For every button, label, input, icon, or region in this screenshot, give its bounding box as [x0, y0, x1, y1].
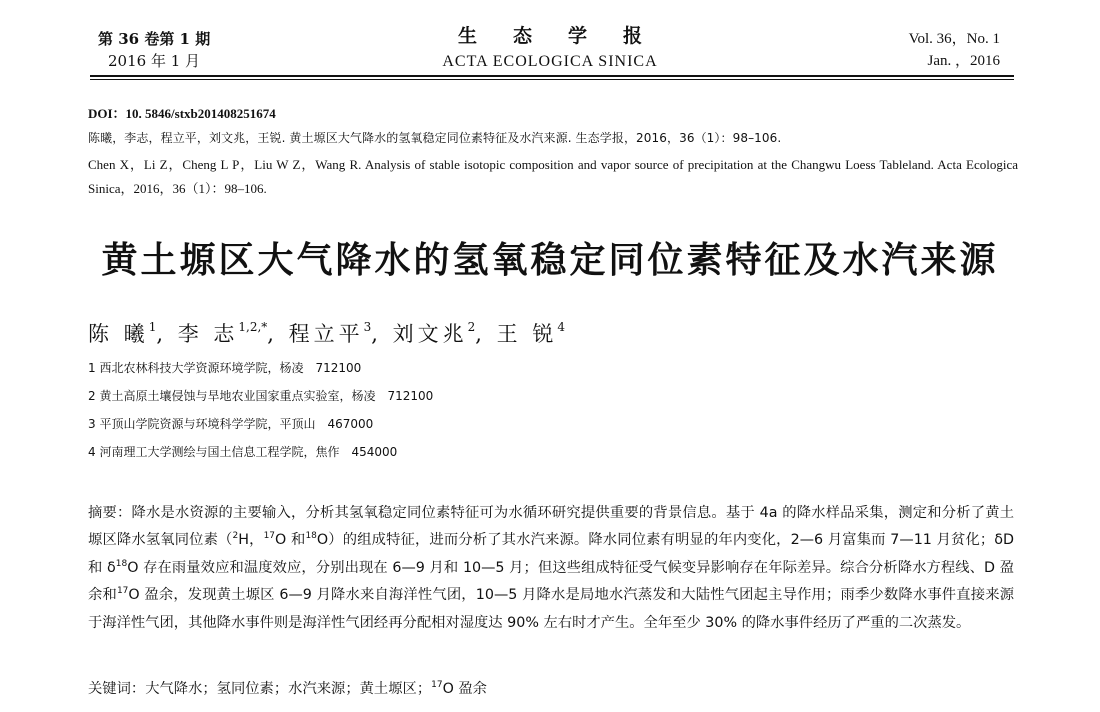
- citation-en: Chen X，Li Z，Cheng L P，Liu W Z，Wang R. Analysis of stable isotopic composition and vapor source of precipitation at the Changwu Loess Tableland. Acta Ecologica Sinica，2016，36（1）：98–106.: [88, 157, 1018, 196]
- abstract-text: O 和: [275, 532, 306, 549]
- citation-cn: 陈曦，李志，程立平，刘文兆，王锐. 黄土塬区大气降水的氢氧稳定同位素特征及水汽来源. 生态学报，2016，36（1）：98–106.: [88, 131, 782, 145]
- paper-title: 黄土塬区大气降水的氢氧稳定同位素特征及水汽来源: [101, 240, 999, 281]
- isotope-mass: 18: [115, 558, 128, 569]
- author-name: 程立平: [288, 322, 364, 346]
- affiliation: 2 黄土高原土壤侵蚀与旱地农业国家重点实验室，杨凌 712100: [88, 389, 434, 403]
- abstract-text: 降水是水资源的主要输入，分析其氢氧稳定同位素特征可为水循环研究提供重要的背景信息。基于 4a 的降水样品采集，测定和分析了黄土塬区降水氢氧同位素（: [88, 505, 1014, 549]
- isotope-mass: 17: [116, 586, 129, 597]
- doi[interactable]: DOI：10. 5846/stxb201408251674: [88, 106, 276, 121]
- author-affil-mark: 1,2,*: [238, 320, 268, 334]
- author-list: 陈 曦$^1$, 李 志$^{1,2,*}$, 程立平$^3$, 刘文兆$^2$, 王 锐$^4$: [88, 320, 565, 346]
- author-name: 李 志: [177, 322, 239, 346]
- abstract-text: O 盈余，发现黄土塬区 6—9 月降水来自海洋性气团，10—5 月降水是局地水汽蒸发和大陆性气团起主导作用；雨季少数降水事件直接来源于海洋性气团，其他降水事件则是海洋性气团经再分配相对湿度达 90% 左右时才产生。全年至少 30% 的降水事件经历了严重的二次蒸发。: [88, 587, 1014, 631]
- keywords-label: 关键词：: [88, 681, 146, 697]
- author-affil-mark: 3: [363, 320, 372, 334]
- isotope-mass: 18: [305, 531, 317, 542]
- header-rule-thin: [90, 79, 1014, 80]
- date-en: Jan. ，2016: [927, 53, 1000, 69]
- affiliation-list: [88, 359, 433, 471]
- volume-en: Vol. 36，No. 1: [908, 31, 1000, 47]
- journal-name-en: ACTA ECOLOGICA SINICA: [442, 53, 658, 70]
- affiliation: 3 平顶山学院资源与环境科学学院，平顶山 467000: [88, 417, 374, 431]
- author-name: 刘文兆: [392, 322, 468, 346]
- affiliation: 4 河南理工大学测绘与国土信息工程学院，焦作 454000: [88, 445, 398, 459]
- author-affil-mark: 2: [467, 320, 476, 334]
- author-name: 陈 曦: [88, 322, 149, 346]
- author-affil-mark: 1: [148, 320, 157, 334]
- header-rule-thick: [90, 75, 1014, 77]
- keywords: [88, 678, 487, 698]
- date-cn: 2016 年 1 月: [108, 52, 201, 70]
- author-name: 王 锐: [496, 322, 558, 346]
- isotope-mass: 2: [232, 531, 239, 542]
- abstract-label: 摘要：: [88, 505, 132, 521]
- affiliation: 1 西北农林科技大学资源环境学院，杨凌 712100: [88, 361, 362, 375]
- keywords-text: 大气降水；氢同位素；水汽来源；黄土塬区；: [145, 681, 432, 697]
- isotope-mass: 17: [431, 680, 443, 690]
- volume-cn: 第 36 卷第 1 期: [98, 30, 211, 48]
- journal-name-cn: 生态学报: [457, 25, 678, 47]
- keywords-text: O 盈余: [442, 681, 487, 697]
- abstract-text: H，: [238, 532, 264, 549]
- issue-info-en: [909, 28, 1000, 72]
- author-affil-mark: 4: [557, 320, 565, 334]
- abstract: [88, 500, 1014, 637]
- abstract-text: O 存在雨量效应和温度效应，分别出现在 6—9 月和 10—5 月；但这些组成特征受气候变异影响存在年际差异。综合分析降水方程线、D 盈余和: [88, 559, 1014, 604]
- abstract-text: O）的组成特征，进而分析了其水汽来源。降水同位素有明显的年内变化，2—6 月富集而 7—11 月贫化；δD 和 δ: [88, 532, 1014, 576]
- isotope-mass: 17: [263, 531, 276, 542]
